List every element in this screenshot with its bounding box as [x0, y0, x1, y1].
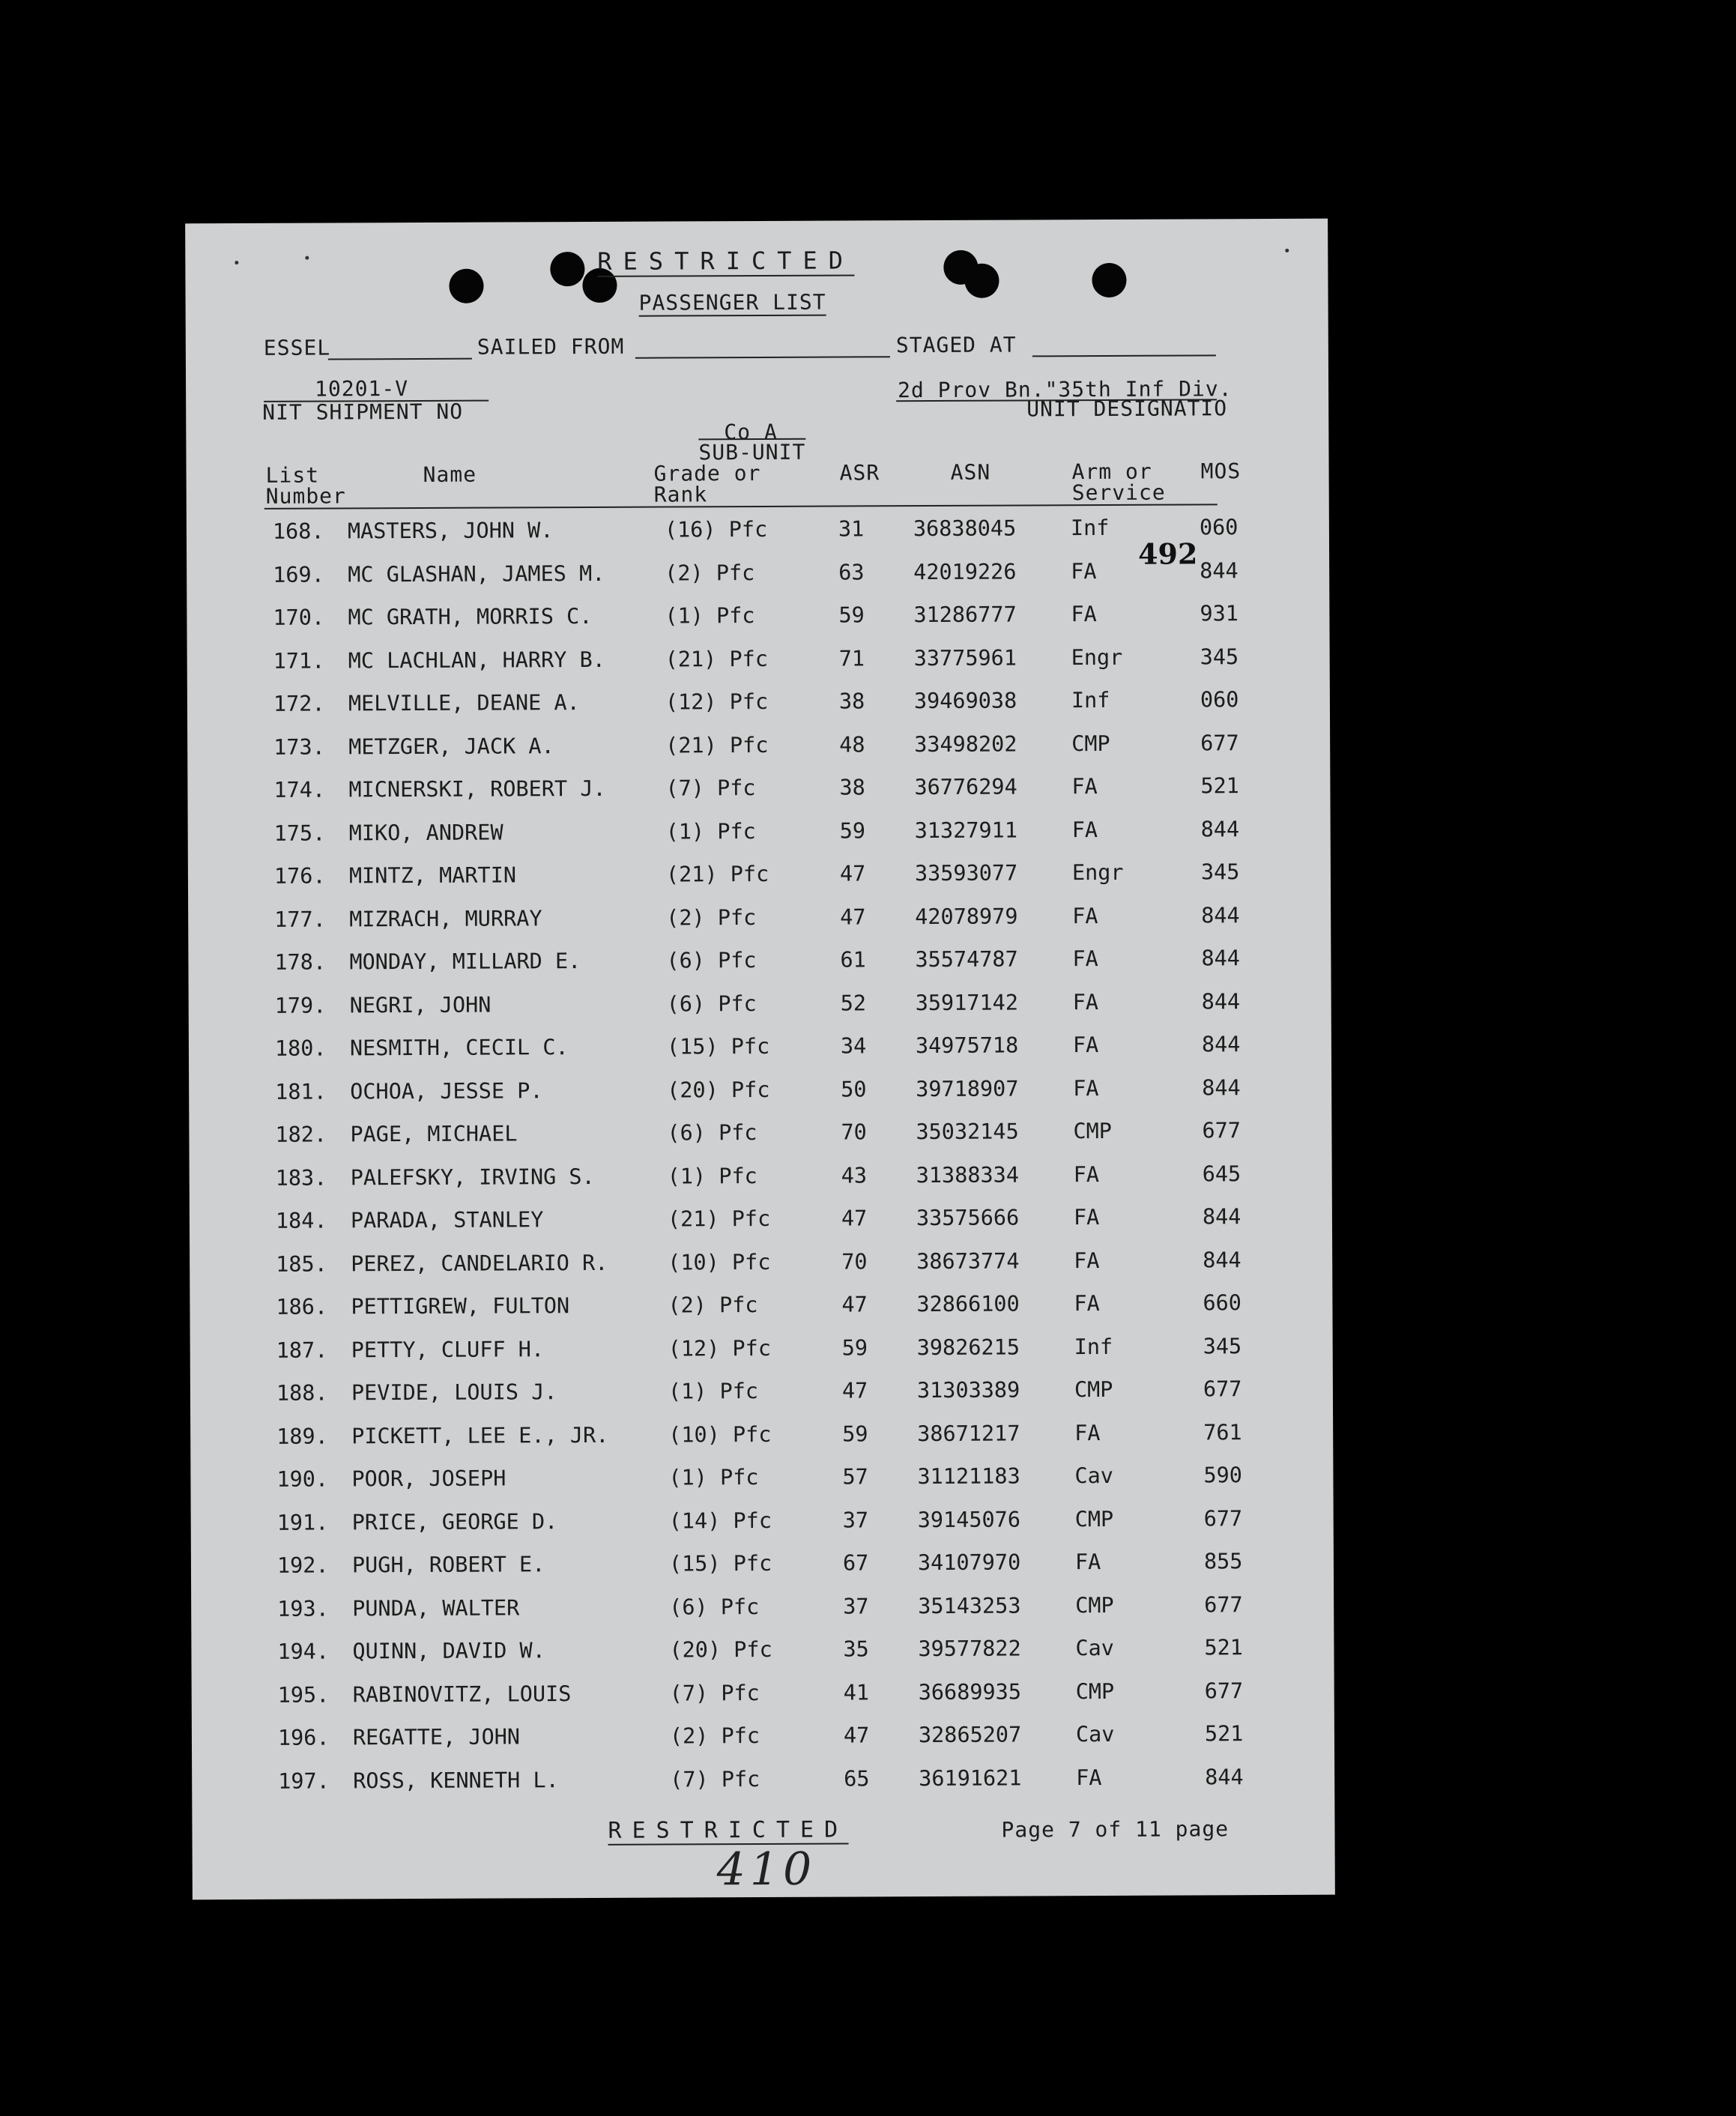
table-row	[192, 1764, 1334, 1812]
army-serial-number: 32865207	[918, 1722, 1022, 1748]
asr-score: 59	[841, 1334, 868, 1361]
asr-score: 47	[841, 1292, 868, 1317]
list-number: 189.	[276, 1424, 328, 1449]
arm-service: FA	[1073, 1161, 1100, 1187]
table-row	[191, 1505, 1334, 1553]
mos-code: 844	[1205, 1764, 1244, 1789]
army-serial-number: 31388334	[916, 1161, 1020, 1188]
list-number: 194.	[277, 1639, 330, 1664]
list-number: 177.	[274, 907, 326, 932]
asr-score: 52	[840, 990, 867, 1016]
table-row	[187, 644, 1330, 692]
arm-service: CMP	[1071, 731, 1110, 756]
table-row	[192, 1721, 1334, 1769]
grade-rank: (21) Pfc	[667, 1206, 771, 1232]
punch-hole	[964, 264, 999, 298]
arm-service: Cav	[1074, 1463, 1113, 1489]
passenger-name: MASTERS, JOHN W.	[347, 518, 554, 544]
mos-code: 060	[1199, 515, 1239, 540]
army-serial-number: 39577822	[918, 1636, 1021, 1662]
grade-rank: (14) Pfc	[668, 1508, 772, 1534]
mos-code: 345	[1203, 1333, 1242, 1358]
passenger-name: REGATTE, JOHN	[352, 1724, 521, 1750]
grade-rank: (2) Pfc	[666, 904, 757, 931]
page-info: Page 7 of 11 page	[1001, 1816, 1230, 1843]
passenger-name: POOR, JOSEPH	[351, 1466, 506, 1492]
mos-code: 844	[1200, 816, 1240, 841]
asr-score: 67	[842, 1550, 869, 1576]
mos-code: 677	[1204, 1678, 1244, 1703]
list-number: 175.	[273, 820, 326, 846]
list-number: 183.	[275, 1165, 327, 1191]
mos-code: 677	[1203, 1376, 1242, 1402]
paper-speck	[305, 256, 309, 260]
passenger-table	[187, 515, 1335, 1813]
passenger-name: PAGE, MICHAEL	[350, 1121, 518, 1147]
arm-service: Cav	[1075, 1721, 1115, 1747]
vessel-line	[328, 358, 472, 360]
passenger-name: PEREZ, CANDELARIO R.	[351, 1250, 608, 1276]
list-number: 176.	[273, 863, 326, 889]
army-serial-number: 36191621	[919, 1765, 1022, 1791]
shipment-number: 10201-V	[315, 376, 409, 402]
arm-service: Cav	[1075, 1635, 1114, 1661]
asr-score: 47	[843, 1723, 870, 1748]
army-serial-number: 31327911	[914, 817, 1018, 843]
arm-service: FA	[1074, 1550, 1101, 1575]
grade-rank: (6) Pfc	[667, 1120, 757, 1146]
passenger-name: QUINN, DAVID W.	[352, 1638, 545, 1664]
army-serial-number: 31121183	[917, 1463, 1020, 1490]
mos-code: 844	[1201, 988, 1241, 1014]
passenger-name: NESMITH, CECIL C.	[349, 1035, 569, 1061]
mos-code: 844	[1201, 946, 1240, 971]
col-asn: ASN	[950, 459, 991, 485]
col-mos: MOS	[1200, 459, 1241, 484]
arm-service: CMP	[1075, 1678, 1115, 1704]
army-serial-number: 34107970	[917, 1550, 1021, 1576]
asr-score: 47	[841, 1378, 868, 1403]
arm-service: FA	[1072, 946, 1098, 972]
list-number: 192.	[276, 1553, 329, 1578]
asr-score: 70	[841, 1248, 868, 1275]
list-number: 186.	[276, 1294, 328, 1320]
mos-code: 844	[1203, 1247, 1241, 1272]
table-row	[190, 1463, 1333, 1511]
passenger-name: MONDAY, MILLARD E.	[349, 949, 581, 975]
list-number: 195.	[277, 1682, 330, 1708]
asr-score: 38	[839, 775, 865, 800]
mos-code: 345	[1200, 644, 1239, 669]
col-asr: ASR	[839, 460, 880, 486]
asr-score: 38	[838, 689, 865, 714]
grade-rank: (10) Pfc	[668, 1421, 772, 1448]
arm-service: FA	[1071, 602, 1097, 627]
list-number: 181.	[275, 1079, 327, 1104]
army-serial-number: 31303389	[916, 1377, 1020, 1403]
table-row	[190, 1290, 1332, 1338]
table-row	[190, 1247, 1332, 1295]
asr-score: 41	[843, 1679, 870, 1705]
vessel-label: ESSEL	[263, 335, 331, 360]
list-number: 174.	[273, 777, 326, 802]
arm-service: FA	[1073, 1205, 1100, 1230]
army-serial-number: 39826215	[916, 1334, 1020, 1360]
col-list-number: List	[265, 462, 320, 488]
col-arm: Arm or	[1071, 459, 1152, 485]
grade-rank: (7) Pfc	[669, 1680, 760, 1706]
passenger-name: MINTZ, MARTIN	[348, 862, 517, 889]
army-serial-number: 33593077	[914, 860, 1018, 886]
table-row	[187, 773, 1330, 821]
list-number: 172.	[273, 691, 325, 716]
passenger-name: MIZRACH, MURRAY	[349, 905, 542, 931]
mos-code: 844	[1200, 557, 1239, 583]
grade-rank: (2) Pfc	[668, 1293, 758, 1318]
passenger-name: RABINOVITZ, LOUIS	[352, 1681, 572, 1707]
arm-service: FA	[1072, 1033, 1099, 1058]
mos-code: 677	[1204, 1591, 1243, 1617]
list-number: 196.	[277, 1725, 330, 1750]
arm-service: FA	[1073, 1075, 1099, 1101]
grade-rank: (12) Pfc	[668, 1335, 772, 1361]
arm-service: FA	[1071, 817, 1098, 842]
asr-score: 47	[839, 861, 866, 886]
restricted-top: RESTRICTED	[597, 246, 855, 276]
asr-score: 70	[841, 1119, 867, 1145]
table-row	[187, 687, 1330, 735]
army-serial-number: 34975718	[915, 1033, 1019, 1059]
punch-hole	[449, 269, 483, 303]
passenger-name: MC LACHLAN, HARRY B.	[348, 647, 605, 673]
asr-score: 37	[843, 1593, 869, 1619]
arm-service: Inf	[1071, 687, 1110, 713]
grade-rank: (6) Pfc	[666, 991, 757, 1017]
army-serial-number: 42019226	[913, 559, 1017, 584]
arm-service: Inf	[1070, 515, 1110, 541]
passenger-name: ROSS, KENNETH L.	[353, 1767, 559, 1793]
arm-service: CMP	[1073, 1118, 1112, 1144]
grade-rank: (16) Pfc	[664, 516, 768, 542]
asr-score: 50	[841, 1076, 867, 1102]
asr-score: 63	[838, 559, 865, 585]
passenger-name: MC GRATH, MORRIS C.	[348, 603, 593, 630]
table-row	[190, 1419, 1333, 1467]
arm-service: Inf	[1074, 1334, 1113, 1359]
punch-hole	[1092, 263, 1126, 297]
header-rule	[264, 504, 1218, 510]
asr-score: 65	[844, 1765, 870, 1792]
passenger-name: PICKETT, LEE E., JR.	[351, 1422, 609, 1448]
grade-rank: (21) Pfc	[665, 861, 769, 887]
list-number: 191.	[276, 1510, 329, 1535]
arm-service: FA	[1071, 774, 1098, 799]
stamp-number: 492	[1137, 536, 1198, 571]
table-row	[188, 816, 1331, 864]
staged-at-line	[1032, 354, 1216, 357]
mos-code: 844	[1201, 1032, 1241, 1057]
arm-service: FA	[1074, 1420, 1101, 1445]
asr-score: 37	[842, 1507, 869, 1533]
grade-rank: (12) Pfc	[665, 689, 769, 715]
unit-designation: 2d Prov Bn."35th Inf Div.	[898, 376, 1233, 403]
mos-code: 844	[1202, 1204, 1241, 1230]
mos-code: 761	[1203, 1419, 1242, 1445]
asr-score: 34	[840, 1033, 867, 1059]
asr-score: 59	[839, 817, 866, 844]
passenger-name: NEGRI, JOHN	[349, 992, 492, 1018]
grade-rank: (21) Pfc	[665, 646, 769, 672]
list-number: 180.	[274, 1036, 327, 1061]
army-serial-number: 35143253	[918, 1592, 1021, 1618]
table-row	[191, 1635, 1334, 1683]
table-row	[189, 1118, 1331, 1166]
passenger-name: PUGH, ROBERT E.	[351, 1552, 545, 1578]
table-row	[190, 1161, 1332, 1209]
mos-code: 345	[1200, 859, 1240, 885]
arm-service: FA	[1071, 558, 1097, 584]
grade-rank: (15) Pfc	[666, 1033, 770, 1059]
grade-rank: (20) Pfc	[669, 1636, 772, 1663]
paper-speck	[1285, 249, 1289, 253]
arm-service: FA	[1074, 1248, 1100, 1273]
restricted-bottom: RESTRICTED	[608, 1816, 849, 1844]
army-serial-number: 33498202	[914, 731, 1017, 757]
arm-service: Engr	[1071, 859, 1124, 886]
grade-rank: (20) Pfc	[667, 1077, 770, 1103]
mos-code: 060	[1200, 687, 1239, 713]
list-number: 187.	[276, 1337, 328, 1363]
paper-speck	[235, 261, 238, 264]
table-row	[188, 902, 1331, 950]
grade-rank: (6) Pfc	[669, 1594, 760, 1620]
mos-code: 677	[1200, 730, 1239, 755]
sub-unit-label: SUB-UNIT	[698, 439, 806, 465]
shipment-number-label: NIT SHIPMENT NO	[262, 399, 464, 425]
list-number: 182.	[275, 1122, 327, 1147]
table-row	[189, 1074, 1331, 1122]
army-serial-number: 31286777	[913, 602, 1017, 628]
table-row	[191, 1591, 1334, 1639]
grade-rank: (7) Pfc	[670, 1766, 760, 1792]
table-row	[189, 988, 1331, 1036]
army-serial-number: 38673774	[916, 1248, 1020, 1274]
arm-service: Engr	[1071, 644, 1123, 670]
list-number: 173.	[273, 734, 325, 760]
col-grade-2: Rank	[653, 482, 708, 507]
passenger-name: PALEFSKY, IRVING S.	[350, 1164, 595, 1190]
list-number: 193.	[277, 1596, 329, 1621]
list-number: 170.	[273, 605, 325, 630]
sailed-from-label: SAILED FROM	[477, 333, 625, 360]
list-number: 188.	[276, 1380, 328, 1406]
mos-code: 521	[1204, 1635, 1243, 1660]
army-serial-number: 39145076	[917, 1506, 1021, 1532]
army-serial-number: 36776294	[914, 774, 1017, 800]
mos-code: 844	[1202, 1074, 1241, 1100]
grade-rank: (2) Pfc	[669, 1723, 760, 1749]
grade-rank: (7) Pfc	[665, 776, 756, 801]
grade-rank: (1) Pfc	[667, 1163, 757, 1189]
arm-service: FA	[1072, 903, 1098, 928]
table-row	[187, 601, 1329, 649]
mos-code: 855	[1203, 1549, 1243, 1574]
passenger-name: PARADA, STANLEY	[350, 1207, 544, 1233]
army-serial-number: 38671217	[917, 1420, 1020, 1446]
arm-service: CMP	[1074, 1376, 1113, 1403]
table-row	[189, 1032, 1331, 1080]
table-row	[187, 515, 1329, 563]
mos-code: 645	[1202, 1161, 1241, 1186]
arm-service: CMP	[1075, 1592, 1114, 1618]
army-serial-number: 33575666	[916, 1205, 1020, 1231]
punch-hole	[550, 252, 584, 286]
arm-service: FA	[1076, 1765, 1102, 1790]
passenger-name: PEVIDE, LOUIS J.	[351, 1379, 557, 1406]
asr-score: 48	[839, 731, 865, 758]
mos-code: 660	[1203, 1290, 1241, 1316]
passenger-name: MELVILLE, DEANE A.	[348, 690, 580, 716]
asr-score: 47	[840, 904, 866, 930]
asr-score: 59	[842, 1421, 868, 1447]
army-serial-number: 39469038	[913, 688, 1017, 714]
passenger-name: MC GLASHAN, JAMES M.	[348, 560, 605, 587]
army-serial-number: 33775961	[913, 645, 1017, 671]
grade-rank: (1) Pfc	[665, 603, 755, 629]
mos-code: 590	[1203, 1463, 1242, 1488]
grade-rank: (10) Pfc	[668, 1249, 771, 1275]
table-row	[188, 946, 1331, 994]
grade-rank: (15) Pfc	[668, 1550, 772, 1577]
table-row	[191, 1549, 1334, 1597]
table-row	[192, 1678, 1334, 1726]
army-serial-number: 42078979	[915, 903, 1018, 929]
grade-rank: (2) Pfc	[665, 560, 755, 586]
handwritten-number: 410	[716, 1843, 817, 1896]
asr-score: 47	[841, 1206, 868, 1231]
mos-code: 677	[1203, 1505, 1243, 1531]
table-row	[187, 557, 1329, 605]
list-number: 179.	[274, 993, 327, 1018]
list-number: 184.	[275, 1208, 327, 1233]
asr-score: 35	[843, 1636, 869, 1662]
asr-score: 57	[842, 1464, 868, 1490]
arm-service: FA	[1074, 1291, 1100, 1317]
sailed-from-line	[635, 356, 890, 358]
grade-rank: (1) Pfc	[668, 1379, 759, 1404]
passenger-name: OCHOA, JESSE P.	[350, 1077, 543, 1104]
table-row	[188, 859, 1331, 907]
army-serial-number: 36689935	[918, 1678, 1022, 1705]
table-row	[187, 730, 1330, 778]
asr-score: 43	[841, 1162, 868, 1188]
list-number: 171.	[273, 648, 325, 674]
table-row	[190, 1204, 1332, 1252]
passenger-name: PETTIGREW, FULTON	[351, 1293, 570, 1320]
col-grade: Grade or	[653, 460, 761, 486]
asr-score: 61	[840, 947, 866, 973]
col-list-number-2: Number	[265, 483, 346, 509]
col-name: Name	[423, 462, 477, 487]
grade-rank: (1) Pfc	[665, 818, 756, 844]
army-serial-number: 39718907	[916, 1075, 1019, 1101]
list-number: 178.	[274, 949, 327, 975]
list-number: 169.	[273, 562, 324, 587]
passenger-name: MIKO, ANDREW	[348, 819, 503, 845]
passenger-name: METZGER, JACK A.	[348, 733, 554, 759]
grade-rank: (6) Pfc	[666, 948, 757, 973]
army-serial-number: 32866100	[916, 1291, 1020, 1317]
col-arm-2: Service	[1071, 480, 1166, 506]
list-number: 168.	[272, 519, 324, 544]
asr-score: 31	[838, 516, 865, 542]
asr-score: 59	[838, 602, 865, 628]
army-serial-number: 35574787	[915, 946, 1018, 973]
mos-code: 931	[1200, 601, 1239, 626]
list-number: 197.	[278, 1768, 330, 1794]
army-serial-number: 35917142	[915, 989, 1019, 1015]
sub-unit: Co A	[724, 419, 778, 445]
passenger-name: MICNERSKI, ROBERT J.	[348, 776, 606, 802]
passenger-name: PETTY, CLUFF H.	[351, 1336, 545, 1362]
document-title: PASSENGER LIST	[638, 289, 826, 315]
asr-score: 71	[838, 645, 865, 671]
grade-rank: (21) Pfc	[665, 732, 769, 758]
list-number: 185.	[276, 1251, 327, 1277]
document-page	[185, 219, 1335, 1900]
mos-code: 521	[1200, 773, 1239, 799]
table-row	[190, 1376, 1333, 1424]
unit-designation-label: UNIT DESIGNATIO	[1026, 396, 1228, 422]
passenger-name: PUNDA, WALTER	[352, 1594, 520, 1621]
list-number: 190.	[276, 1466, 329, 1492]
staged-at-label: STAGED AT	[895, 332, 1017, 358]
mos-code: 844	[1201, 902, 1240, 928]
arm-service: CMP	[1074, 1506, 1114, 1532]
army-serial-number: 36838045	[913, 516, 1017, 542]
passenger-name: PRICE, GEORGE D.	[351, 1508, 558, 1535]
mos-code: 521	[1204, 1721, 1244, 1747]
grade-rank: (1) Pfc	[668, 1465, 759, 1490]
table-row	[190, 1333, 1333, 1381]
army-serial-number: 35032145	[916, 1119, 1019, 1145]
arm-service: FA	[1072, 989, 1099, 1015]
mos-code: 677	[1202, 1118, 1241, 1143]
